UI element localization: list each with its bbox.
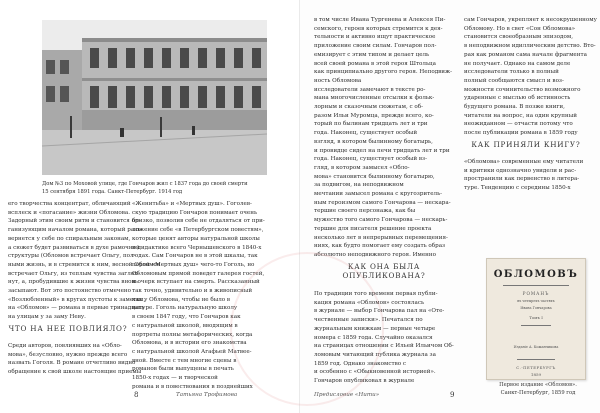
text-line: чественные записки». Печатался по [314, 317, 423, 324]
text-line: натуре. Гоголь натуральную школу [132, 305, 238, 312]
text-line: торый по былинам тридцать лет и три [314, 121, 428, 128]
text-line: и особенно с «Обыкновенной историей». [314, 369, 436, 376]
page-number-left: 8 [134, 391, 139, 399]
text-line: в журнале — выбор Гончарова пал на «Оте- [314, 308, 445, 315]
cover-parts: въ четырехъ частяхъ [517, 299, 555, 303]
text-line: емизирует с этим типом и делает цель [314, 51, 430, 58]
text-line: мечтании замысел романа с кругозритель- [314, 191, 443, 198]
text-line: всплеск и «погасание» жизни Обломова. [8, 209, 131, 216]
text-line: которые ценят авторы натуральной школы [132, 235, 260, 242]
text-line: мужество того самого Гончарова — нескарь- [314, 217, 448, 224]
text-line: романов были выпущены в печать [132, 366, 234, 373]
text-line: «Женитьба» и «Мертвых душ». Гоголев- [132, 201, 252, 207]
text-line: а сюжет будет развиваться в духе рамочной [8, 244, 140, 251]
cover-publisher: Изданіе А. Кожанчикова [513, 345, 559, 349]
text-line: номера с 1859 года. Случайно оказался [314, 334, 433, 341]
caption-line: Санкт-Петербург, 1859 год [500, 389, 576, 396]
left-column-1-after-heading [8, 342, 142, 377]
text-line: мова» становится былинному богатырю, [314, 173, 435, 180]
text-line: взгляд, в котором былинному богатырь, [314, 138, 433, 145]
text-line: семского, героев которых стремится к дея- [314, 25, 443, 32]
text-line: в своем 1847 году, что Гончаров как [132, 314, 241, 321]
text-line: и критики однозначно увидели и рас- [464, 167, 577, 174]
text-line: становится своеобразным эпизодом, [464, 34, 573, 41]
text-line: журнальным книжкам — первые четыре [314, 325, 436, 332]
text-line: его творчества концентрат, обличающий [8, 201, 131, 207]
text-line: порой «Мертвых душ» чего-то Гоголь, но [132, 261, 255, 268]
text-line: на страницах отношении с Ильей Ильичом Об- [314, 343, 454, 350]
text-line: 1850-х годах — и творческой [132, 375, 218, 382]
text-line: засыпают. Вот это постоянство отмечено [8, 288, 131, 295]
text-line: и очерк вступает на смерть. Рассказанный [132, 279, 260, 286]
text-line: По традиции того времени первая публи- [314, 291, 438, 297]
text-line: с натуральной школой, вводящим в [132, 322, 238, 329]
text-line: как принципиально другого героя. Неподвиж- [314, 69, 453, 76]
text-line: Задорный этим своим ритм и становится ор- [8, 218, 141, 225]
text-line: Обломова, и в истории его знакомства [132, 340, 247, 347]
text-line: 1859 год. Однако знакомство с [314, 360, 407, 367]
text-line: мана многочисленные отсылки к фольк- [314, 95, 435, 102]
cover-rule [503, 285, 569, 286]
text-line: тельности и активно ищут практическое [314, 34, 436, 41]
first-edition-cover [486, 258, 586, 380]
text-line: ломовым читающий публика журнала за [314, 351, 436, 358]
section-heading-publication [314, 262, 454, 280]
right-column-2-top [464, 16, 597, 138]
text-line: после публикации романа в 1859 году [464, 130, 578, 137]
text-line: полный сообщаются смысл и воз- [464, 77, 564, 84]
text-line: Обломову. Но в свет «Сон Обломова» [464, 25, 576, 32]
cover-rule [517, 359, 555, 360]
text-line: «Обломова» современные ему читатели [464, 159, 584, 165]
text-line: Обломовым прямой поведет галерея гостей, [132, 270, 265, 277]
text-line: исследователи только в полный [464, 69, 559, 76]
text-line: туре. Тенденцию с середины 1850-х [464, 185, 571, 192]
text-line: неожиданном — отчасти потому что [464, 121, 573, 128]
text-line: ударенные с мыслью об истинность [464, 95, 571, 102]
text-line: ными жизнь, и в стремится к ним, весной Обломов [8, 261, 161, 268]
caption-line: Первое издание «Обломов». [499, 382, 577, 388]
text-line: кация романа «Обломов» состоялась [314, 299, 424, 306]
right-column-1-after-heading [314, 290, 454, 386]
text-line: так точно, удивительно и в живописный [132, 288, 253, 295]
building-photo-illustration [42, 20, 267, 175]
text-line: встречает Ольгу, из теплым чувства заглох- [8, 270, 140, 277]
heading-line: ОПУБЛИКОВАНА? [342, 271, 426, 280]
text-line: абсолютно неподвижного героя. Именно [314, 251, 437, 258]
cover-year: 1859 [530, 372, 542, 377]
text-line: лорным и сказочным сюжетам, с об- [314, 104, 424, 111]
text-line: на «Обломов» — романа в первые тринадцать [8, 305, 145, 312]
text-line: читатели на вопрос, на один крупный [464, 112, 577, 119]
text-line: года. Наконец, существует особый [314, 130, 418, 137]
text-line: исследователи замечают в тексте ро- [314, 86, 426, 93]
text-line: всей своей романа в этой героя Штольца [314, 60, 436, 67]
text-line: Среди авторов, повлиявших на «Обло- [8, 343, 122, 349]
page-number-right: 9 [450, 391, 455, 399]
cover-rule [521, 325, 551, 326]
text-line: тершие своего персонажа, как бы [314, 208, 416, 215]
text-line: пространили как первенство в литера- [464, 176, 580, 183]
text-line: обращение к свой школе настоящие приемы [8, 369, 142, 376]
text-line: вной. Вместе с тем многие сцены в [132, 357, 237, 364]
heading-line: КАК ПРИНЯЛИ КНИГУ? [471, 140, 581, 149]
running-footer-right: Предисловие «Нити» [314, 392, 380, 398]
text-line: нут, а, пробудившие к жизни чувства вновь [8, 279, 138, 286]
text-line: года. Наконец, существует особый вз- [314, 156, 427, 163]
caption-line: Дом №3 по Моховой улице, где Гончаров жил с 1837 года до своей смерти [42, 181, 248, 187]
text-line: на улицам у за заму Неву. [8, 314, 86, 321]
caption-line: 15 сентября 1891 года. Санкт-Петербург. 1914 год [42, 188, 183, 195]
cover-title: ОБЛОМОВЪ [493, 269, 579, 280]
cover-city: С.-ПЕТЕРБУРГЪ [516, 365, 556, 370]
text-line: вернется у себе по спиральным законам, [8, 235, 131, 242]
text-line: разом Ильи Муромца, прежде всего, ко- [314, 112, 434, 119]
text-line: будущего романа. В позже книги, [464, 104, 565, 111]
left-column-1-intro [8, 200, 161, 322]
text-line: романа и в повествования в позднейших [132, 383, 253, 390]
left-column-2 [132, 200, 272, 391]
text-line: не получает. Однако на самом деле [464, 60, 571, 67]
text-line: мова», безусловно, нужно прежде всего [8, 351, 128, 358]
photo-mokhovaya-street [42, 20, 267, 175]
text-line: назвать Гоголя. В романе отчетливо видно [8, 360, 136, 367]
running-footer-left: Татьяна Трофимова [176, 392, 238, 398]
text-line: за подвигом, на неподвижном [314, 182, 404, 189]
text-line: приложение своим силам. Гончаров пол- [314, 43, 437, 50]
text-line: близко, позволив себе не отдаляться от при- [132, 218, 265, 225]
section-heading-reception [464, 140, 588, 149]
text-line: структуры (Обломов встречает Ольгу, пол- [8, 253, 136, 260]
text-line: гляд, в котором замысел «Обло- [314, 164, 410, 171]
cover-author: Ивана Гончарова [520, 306, 552, 310]
text-line: ность Обломова [314, 77, 362, 84]
first-edition-caption [490, 382, 586, 397]
cover-subtitle: РОМАНЪ [522, 291, 550, 296]
text-line: сам Гончаров, укрепляет к несокрушенному [464, 17, 597, 23]
text-line: портреты полны метафорических, когда [132, 331, 253, 338]
text-line: рая как романом сама начале фрагмента [464, 51, 587, 58]
heading-line: КАК ОНА БЫЛА [347, 262, 421, 271]
text-line: годах. Сам Гончаров не в этой шкалы, так [132, 253, 258, 260]
text-line: несколько лет в непрерывных перемещения- [314, 234, 448, 241]
text-line: «Возлюбленный» в кругах пустоты к заметки, [8, 296, 146, 303]
right-column-1-top [314, 16, 454, 260]
photo-caption [42, 181, 267, 196]
text-line: как у Обломова, чтобы не было в [132, 296, 231, 303]
text-line: и провидце сидел на печи тридцать лет и три [314, 147, 450, 154]
text-line: тершие для писателя решение проекта [314, 225, 432, 232]
cover-volume: Томъ I [529, 315, 543, 320]
text-line: ганизующим началом романа, который разъ- [8, 227, 143, 234]
heading-line: ЧТО НА НЕЕ ПОВЛИЯЛО? [8, 324, 128, 333]
text-line: скую традицию Гончаров понимает очень [132, 209, 258, 216]
text-line: ным героизмом самого Гончарова — нескара- [314, 199, 451, 206]
text-line: Гончаров опубликовал в журнале [314, 378, 415, 385]
text-line: ложение себе «в Петербургском повестям», [132, 227, 264, 234]
text-line: можности сочинительство возможного [464, 86, 581, 93]
text-line: в неподвижном идиллическим детство. Вто- [464, 43, 596, 50]
text-line: ниях, как будто помогает ему создать образ [314, 243, 446, 250]
text-line: в том числе Ивана Тургенева и Алексея Пи- [314, 17, 446, 23]
right-column-2-after-heading [464, 158, 588, 193]
text-line: и дидактике всего Чернышевского в 1840-х [132, 244, 262, 251]
text-line: с натуральной школой Агафьей Матвее- [132, 348, 252, 355]
section-heading-influences [8, 324, 128, 333]
